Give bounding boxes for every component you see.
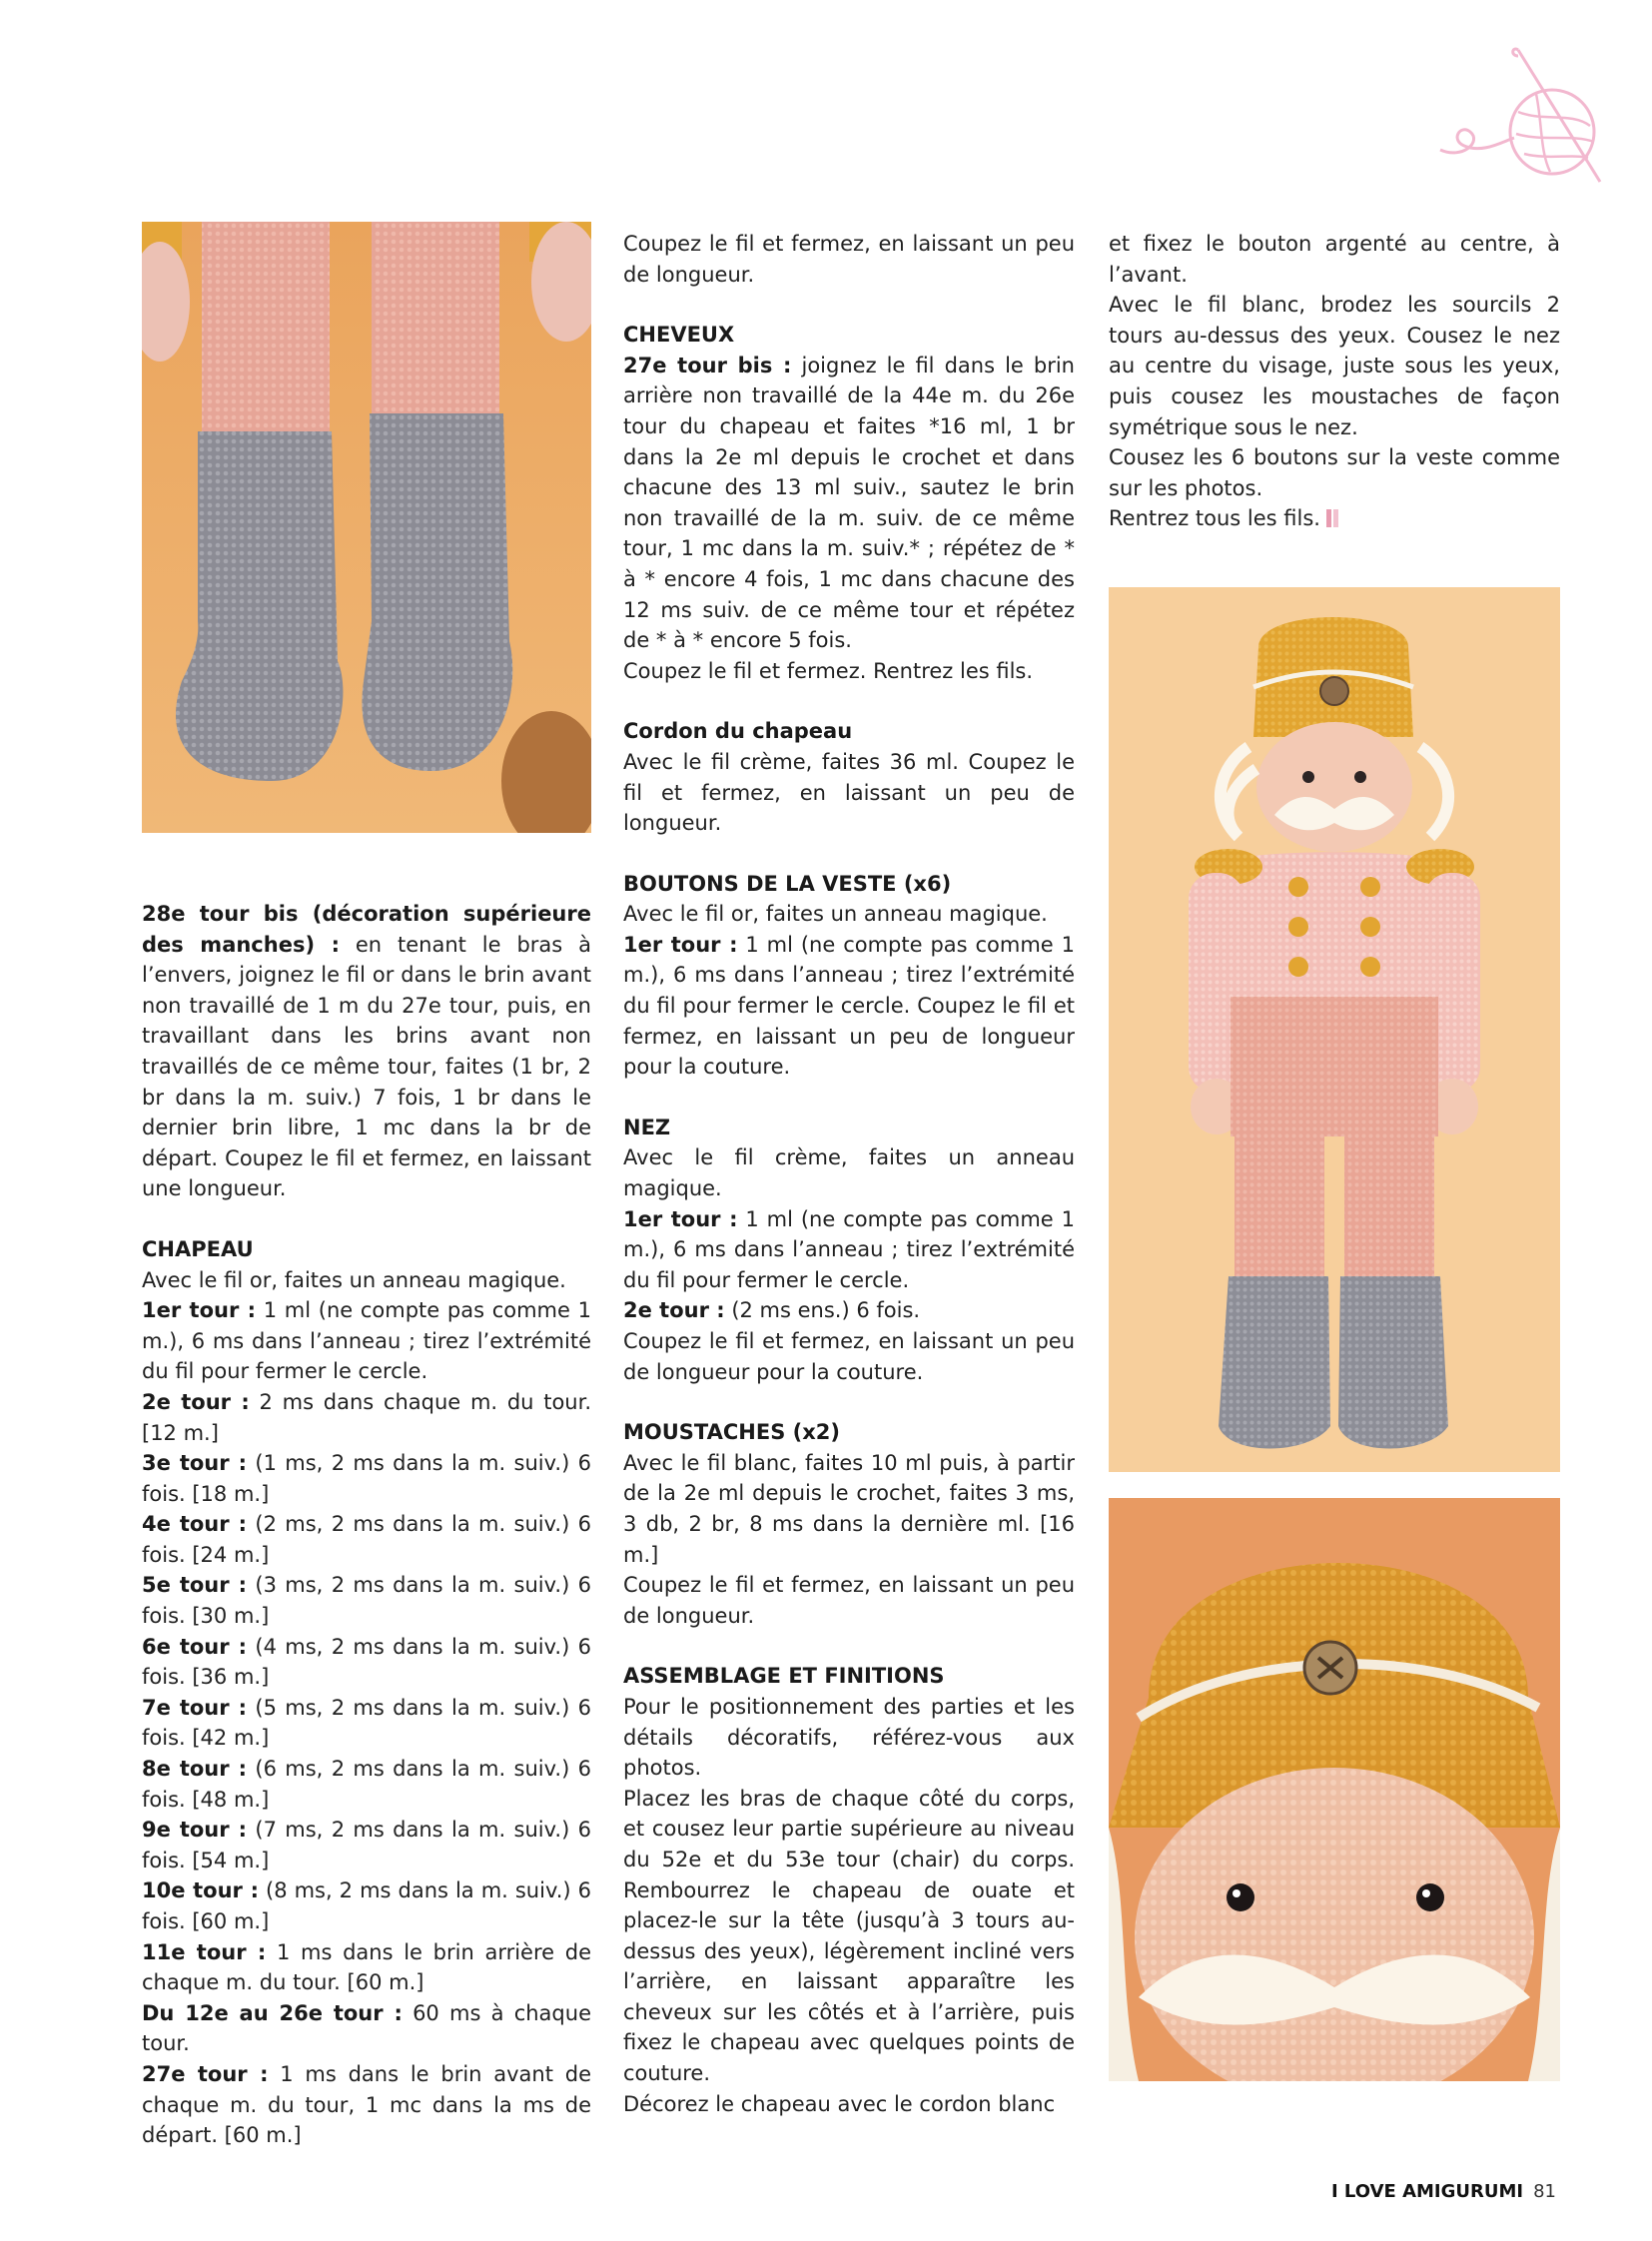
cheveux-heading: CHEVEUX [623, 323, 735, 348]
photo-nutcracker-full [1109, 587, 1560, 1472]
photo-legs-boots [142, 222, 591, 833]
pattern-row: 4e tour : (2 ms, 2 ms dans la m. suiv.) 6 fois. [24 m.] [142, 1512, 591, 1567]
finish-paragraph-4: Rentrez tous les fils. [1109, 503, 1560, 534]
page-number: 81 [1533, 2181, 1556, 2202]
assemblage-heading: ASSEMBLAGE ET FINITIONS [623, 1664, 945, 1689]
hat-end-paragraph: Coupez le fil et fermez, en laissant un peu de longueur. [623, 232, 1075, 287]
moustaches-heading: MOUSTACHES (x2) [623, 1420, 840, 1445]
cordon-paragraph: Avec le fil crème, faites 36 ml. Coupez le fil et fermez, en laissant un peu de longueur. [623, 749, 1075, 836]
assemblage-paragraph-3: Décorez le chapeau avec le cordon blanc [623, 2091, 1056, 2116]
nez-intro: Avec le fil crème, faites un anneau magique. [623, 1145, 1075, 1201]
finish-paragraph-2: Avec le fil blanc, brodez les sourcils 2 tours au-dessus des yeux. Cousez le nez au centre du visage, juste sous les yeux, puis cousez les moustaches de façon symétrique sous le nez. [1109, 293, 1560, 439]
pattern-row: Du 12e au 26e tour : 60 ms à chaque tour. [142, 2000, 591, 2056]
pattern-row: 2e tour : 2 ms dans chaque m. du tour. [12 m.] [142, 1389, 591, 1445]
moustaches-paragraph: Avec le fil blanc, faites 10 ml puis, à partir de la 2e ml depuis le crochet, faites 3 ms, 3 db, 2 br, 8 ms dans la dernière ml. [16 m.] [623, 1450, 1075, 1567]
chapeau-heading: CHAPEAU [142, 1236, 254, 1261]
pattern-row: 6e tour : (4 ms, 2 ms dans la m. suiv.) 6 fois. [36 m.] [142, 1634, 591, 1690]
end-mark-icon [1326, 509, 1331, 527]
page-footer [1331, 2181, 1556, 2202]
pattern-row: 5e tour : (3 ms, 2 ms dans la m. suiv.) 6 fois. [30 m.] [142, 1573, 591, 1629]
nez-row-1: 1er tour : 1 ml (ne compte pas comme 1 m.), 6 ms dans l’anneau ; tirez l’extrémité du fil pour fermer le cercle. [623, 1206, 1075, 1292]
magazine-name: I LOVE AMIGURUMI [1330, 2181, 1524, 2202]
pattern-row: 1er tour : 1 ml (ne compte pas comme 1 m.), 6 ms dans l’anneau ; tirez l’extrémité du fil pour fermer le cercle. [142, 1298, 591, 1384]
yarn-ball-heart-icon [1432, 42, 1622, 192]
assemblage-paragraph-2: Placez les bras de chaque côté du corps, et cousez leur partie supérieure au niveau du 52e et du 53e tour (chair) du corps. Rembourrez le chapeau de ouate et placez-le sur la tête (jusqu’à 3 tours au-dessus des yeux), légèrement incliné vers l’arrière, en laissant apparaître les cheveux sur les côtés et à l’arrière, puis fixez le chapeau avec quelques points de couture. [623, 1786, 1075, 2086]
sleeve-decoration-paragraph: 28e tour bis (décoration supérieure des manches) : en tenant le bras à l’envers, joignez le fil or dans le brin avant non travaillé de 1 m du 27e tour, puis, en travaillant dans les brins avant non travaillés de ce même tour, faites (1 br, 2 br dans la m. suiv.) 7 fois, 1 br dans le dernier brin libre, 1 mc dans la br de départ. Coupez le fil et fermez, en laissant une longueur. [142, 902, 591, 1201]
nez-heading: NEZ [623, 1115, 671, 1139]
pattern-row: 10e tour : (8 ms, 2 ms dans la m. suiv.) 6 fois. [60 m.] [142, 1878, 591, 1933]
cheveux-paragraph: 27e tour bis : joignez le fil dans le brin arrière non travaillé de la 44e m. du 26e tour du chapeau et faites *16 ml, 1 br dans la 2e ml depuis le crochet et dans chacune des 13 ml suiv., sautez le brin non travaillé de la m. suiv. de ce même tour, 1 mc dans la m. suiv.* ; répétez de * à * encore 4 fois, 1 mc dans chacune des 12 ms suiv. de ce même tour et répétez de * à * encore 5 fois. [623, 353, 1075, 653]
cordon-heading: Cordon du chapeau [623, 719, 853, 744]
photo-nutcracker-face [1109, 1498, 1560, 2081]
column-left [142, 899, 591, 2151]
chapeau-rows [142, 1295, 591, 2151]
column-right [1109, 229, 1560, 534]
boutons-heading: BOUTONS DE LA VESTE (x6) [623, 871, 952, 896]
moustaches-end: Coupez le fil et fermez, en laissant un peu de longueur. [623, 1573, 1075, 1628]
pattern-row: 7e tour : (5 ms, 2 ms dans la m. suiv.) 6 fois. [42 m.] [142, 1695, 591, 1751]
cheveux-end: Coupez le fil et fermez. Rentrez les fils. [623, 658, 1034, 683]
nez-end: Coupez le fil et fermez, en laissant un peu de longueur pour la couture. [623, 1329, 1075, 1384]
boutons-row: 1er tour : 1 ml (ne compte pas comme 1 m.), 6 ms dans l’anneau ; tirez l’extrémité du fil pour fermer le cercle. Coupez le fil et fermez, en laissant un peu de longueur pour la couture. [623, 932, 1075, 1080]
chapeau-intro: Avec le fil or, faites un anneau magique. [142, 1267, 566, 1292]
pattern-row: 11e tour : 1 ms dans le brin arrière de chaque m. du tour. [60 m.] [142, 1939, 591, 1995]
nez-row-2: 2e tour : (2 ms ens.) 6 fois. [623, 1298, 921, 1323]
pattern-row: 3e tour : (1 ms, 2 ms dans la m. suiv.) 6 fois. [18 m.] [142, 1451, 591, 1506]
assemblage-paragraph-1: Pour le positionnement des parties et les détails décoratifs, référez-vous aux photos. [623, 1694, 1075, 1781]
pattern-row: 8e tour : (6 ms, 2 ms dans la m. suiv.) 6 fois. [48 m.] [142, 1757, 591, 1812]
pattern-row: 27e tour : 1 ms dans le brin avant de chaque m. du tour, 1 mc dans la ms de départ. [60 m.] [142, 2061, 591, 2148]
pattern-row: 9e tour : (7 ms, 2 ms dans la m. suiv.) 6 fois. [54 m.] [142, 1818, 591, 1872]
finish-paragraph-1: et fixez le bouton argenté au centre, à l’avant. [1109, 232, 1560, 287]
finish-paragraph-3: Cousez les 6 boutons sur la veste comme sur les photos. [1109, 445, 1560, 500]
boutons-intro: Avec le fil or, faites un anneau magique. [623, 902, 1048, 927]
column-middle [623, 229, 1075, 2119]
